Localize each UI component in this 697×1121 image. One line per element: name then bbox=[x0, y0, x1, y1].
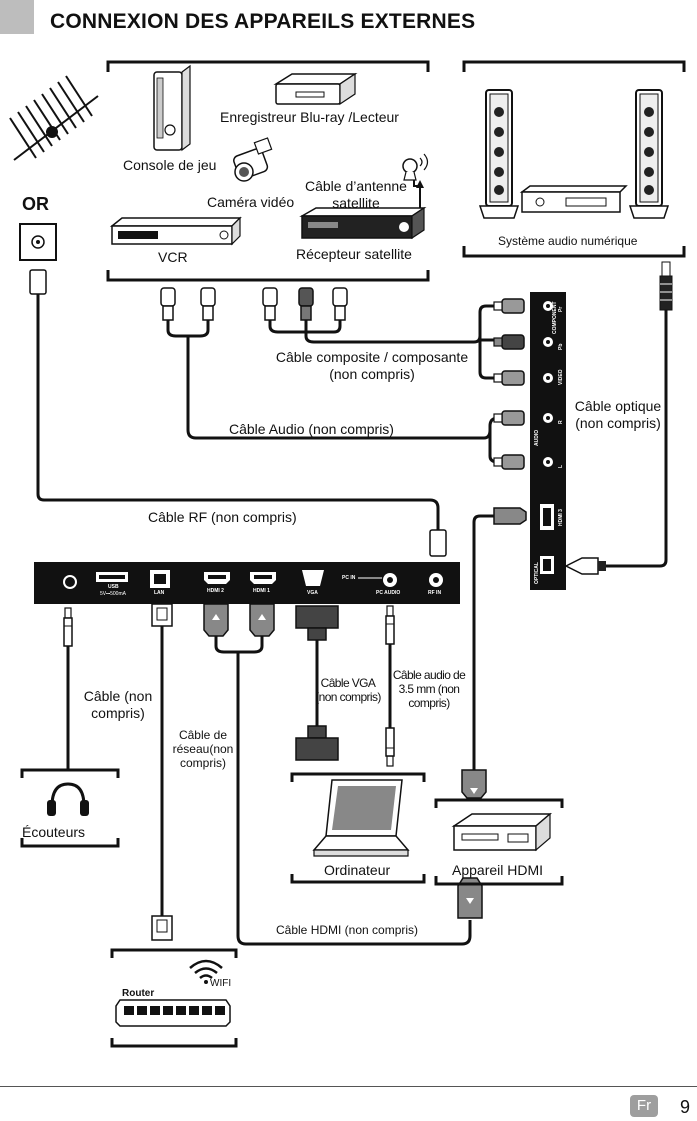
page-title: CONNEXION DES APPAREILS EXTERNES bbox=[50, 10, 476, 33]
headphones-label: Écouteurs bbox=[22, 824, 86, 840]
footer-divider bbox=[0, 1086, 697, 1087]
port-pcaudio-label: PC AUDIO bbox=[376, 590, 401, 596]
port-optical-label: OPTICAL bbox=[534, 562, 540, 584]
port-video-label: VIDEO bbox=[558, 369, 564, 385]
port-r-label: R bbox=[558, 420, 564, 424]
port-usb-label: USB bbox=[108, 584, 119, 590]
router-label: Router bbox=[122, 988, 155, 999]
audio-cable-label: Câble Audio (non compris) bbox=[229, 421, 394, 437]
router-icon bbox=[116, 1000, 230, 1026]
port-hdmi2-label: HDMI 2 bbox=[207, 588, 224, 594]
page-number: 9 bbox=[680, 1097, 691, 1117]
antenna-socket-icon bbox=[20, 224, 56, 260]
rf-cable-label: Câble RF (non compris) bbox=[148, 509, 297, 525]
satellite-receiver-icon bbox=[302, 208, 424, 238]
headphones-icon bbox=[47, 784, 89, 816]
headphone-cable bbox=[64, 608, 72, 770]
port-audio-label: AUDIO bbox=[534, 429, 540, 446]
hdmi-cable-label: Câble HDMI (non compris) bbox=[276, 923, 419, 937]
antenna-icon bbox=[10, 76, 98, 160]
headphone-cable-label: Câble (non compris) bbox=[83, 688, 153, 721]
sat-receiver-label: Récepteur satellite bbox=[296, 246, 412, 262]
port-hdmi3-label: HDMI 3 bbox=[558, 509, 564, 526]
audio-system-icon bbox=[480, 90, 668, 218]
port-pr-label: Pr bbox=[558, 306, 564, 312]
bluray-icon bbox=[276, 74, 355, 104]
hdmi3-cable bbox=[474, 508, 526, 770]
antenna-cable-label: Câble d’antenne satellite bbox=[305, 178, 407, 211]
side-rca-plugs bbox=[494, 299, 524, 469]
hdmi-device-icon bbox=[454, 814, 550, 850]
optical-cable-label: Câble optique (non compris) bbox=[574, 398, 662, 431]
tv-bottom-panel bbox=[34, 562, 460, 604]
port-l-label: L bbox=[558, 464, 564, 468]
composite-cable-label: Câble composite / composante (non compris) bbox=[275, 349, 469, 382]
rca-plugs-top bbox=[161, 288, 347, 320]
vcr-label: VCR bbox=[158, 249, 188, 265]
port-pcin-label: PC IN bbox=[342, 575, 356, 581]
port-pb-label: Pb bbox=[558, 343, 564, 350]
port-hdmi1-label: HDMI 1 bbox=[253, 588, 270, 594]
console-label: Console de jeu bbox=[123, 157, 217, 173]
port-lan-label: LAN bbox=[154, 590, 165, 596]
port-rfin-label: RF IN bbox=[428, 590, 442, 596]
computer-label: Ordinateur bbox=[324, 862, 391, 878]
vcr-icon bbox=[112, 218, 240, 244]
audio-system-label: Système audio numérique bbox=[498, 234, 638, 248]
or-label: OR bbox=[22, 194, 49, 214]
lan-cable bbox=[152, 604, 172, 940]
network-cable-label: Câble de réseau(non compris) bbox=[172, 728, 234, 770]
port-vga-label: VGA bbox=[307, 590, 318, 596]
bluray-label: Enregistreur Blu-ray /Lecteur bbox=[220, 109, 399, 125]
vga-cable-label: Câble VGA (non compris) bbox=[315, 676, 381, 704]
game-console-icon bbox=[154, 66, 190, 150]
audio35-cable-label: Câble audio de 3.5 mm (non compris) bbox=[392, 668, 466, 710]
port-usb-rating: 5V⎓500mA bbox=[100, 591, 126, 597]
wifi-label: WIFI bbox=[210, 978, 232, 989]
hdmi-bottom-plugs bbox=[204, 604, 274, 652]
camcorder-icon bbox=[232, 138, 271, 181]
language-badge: Fr bbox=[630, 1095, 658, 1117]
port-component-label: COMPONENT bbox=[552, 301, 558, 334]
camcorder-label: Caméra vidéo bbox=[207, 194, 295, 210]
hdmi-device-label: Appareil HDMI bbox=[452, 862, 544, 878]
laptop-icon bbox=[314, 780, 408, 856]
